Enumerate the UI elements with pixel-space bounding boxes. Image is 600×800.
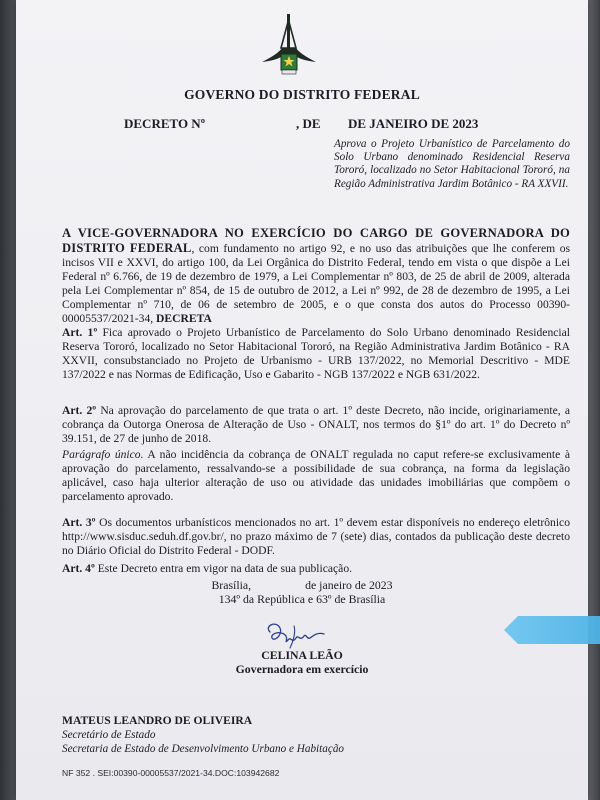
preamble-lead: A VICE-GOVERNADORA NO EXERCÍCIO DO CARGO DE GOVERNADORA DO DISTRITO FEDERAL xyxy=(62,226,570,255)
decreta-word: DECRETA xyxy=(156,312,212,325)
article-3 xyxy=(62,516,570,558)
article-4 xyxy=(62,562,570,576)
article-3-label: Art. 3º xyxy=(62,516,96,529)
article-1 xyxy=(62,326,570,382)
article-2-text: Na aprovação do parcelamento de que trata o art. 1º deste Decreto, não incide, originariamente, a cobrança da Outorga Onerosa de Alteração de Uso - ONALT, nos termos do §1º do art. 1º do Decreto nº 39.151, de 27 de junho de 2018. xyxy=(62,404,570,445)
article-3-text: Os documentos urbanísticos mencionados no art. 1º devem estar disponíveis no endereço eletrônico http://www.sisduc.seduh.df.gov.br/, no prazo máximo de 7 (sete) dias, contados da publicação deste decreto no Diário Oficial do Distrito Federal - DODF. xyxy=(62,516,570,557)
closing-date-text: de janeiro de 2023 xyxy=(305,578,393,592)
closing-republic: 134º da República e 63º de Brasília xyxy=(218,592,386,606)
decree-date-label: DE JANEIRO DE 2023 xyxy=(348,116,479,131)
document-footer-reference: NF 352 . SEI:00390-00005537/2021-34.DOC:103942682 xyxy=(62,768,280,778)
closing-city: Brasília, xyxy=(211,578,252,592)
preamble-paragraph xyxy=(62,226,570,326)
signatory-role: Governadora em exercício xyxy=(235,662,369,676)
sole-paragraph-text: A não incidência da cobrança de ONALT regulada no caput refere-se exclusivamente à aprovação do parcelamento, ressalvando-se a possibilidade de sua cobrança, na forma da legislação aplicável, caso haja ulterior alteração de uso ou atividade das unidades imobiliárias que compõem o parcelamento aprovado. xyxy=(62,448,570,503)
background-right xyxy=(586,0,600,800)
secretary-block xyxy=(62,714,344,756)
decree-number-label: DECRETO Nº xyxy=(124,116,205,131)
article-1-label: Art. 1º xyxy=(62,326,98,339)
secretary-department: Secretaria de Estado de Desenvolvimento Urbano e Habitação xyxy=(62,743,345,755)
sole-paragraph-label: Parágrafo único. xyxy=(62,448,144,461)
secretary-name: MATEUS LEANDRO DE OLIVEIRA xyxy=(62,714,253,727)
article-1-text: Fica aprovado o Projeto Urbanístico de Parcelamento do Solo Urbano denominado Residencial Reserva Tororó, localizado no Setor Habitacional Tororó, na Região Administrativa Jardim Botânico - RA XXVII, consubstanciado no Projeto de Urbanismo - URB 137/2022, no Memorial Descritivo - MDE 137/2022 e nas Normas de Edificação, Uso e Gabarito - NGB 137/2022 e NGB 631/2022. xyxy=(62,326,570,381)
decree-de-label: , DE xyxy=(296,116,321,131)
sole-paragraph xyxy=(62,448,570,504)
closing-date xyxy=(16,578,588,592)
article-2 xyxy=(62,404,570,446)
signatory-name: CELINA LEÃO xyxy=(261,648,343,662)
article-2-label: Art. 2º xyxy=(62,404,97,417)
sticky-note-tab xyxy=(504,616,600,644)
secretary-title: Secretário de Estado xyxy=(62,729,156,741)
article-4-text: Este Decreto entra em vigor na data de sua publicação. xyxy=(94,562,353,575)
article-4-label: Art. 4º xyxy=(62,562,95,575)
brasilia-coat-of-arms-icon xyxy=(260,14,318,78)
page-title: GOVERNO DO DISTRITO FEDERAL xyxy=(184,87,420,102)
document-page xyxy=(16,0,588,800)
decree-summary: Aprova o Projeto Urbanístico de Parcelamento do Solo Urbano denominado Residencial Reserva Tororó, localizado no Setor Habitacional Tororó, na Região Administrativa Jardim Botânico - RA XXVII. xyxy=(334,138,570,190)
preamble-text: , com fundamento no artigo 92, e no uso das atribuições que lhe conferem os incisos VII e XXVI, do artigo 100, da Lei Orgânica do Distrito Federal, tendo em vista o que dispõe a Lei Federal nº 6.766, de 19 de dezembro de 1979, a Lei Complementar nº 803, de 25 de abril de 2009, alterada pela Lei Complementar nº 854, de 15 de outubro de 2012, a Lei nº 992, de 28 de dezembro de 1995, a Lei Complementar nº 710, de 06 de setembro de 2005, e o que consta dos autos do Processo 00390-00005537/2021-34, xyxy=(62,242,571,325)
